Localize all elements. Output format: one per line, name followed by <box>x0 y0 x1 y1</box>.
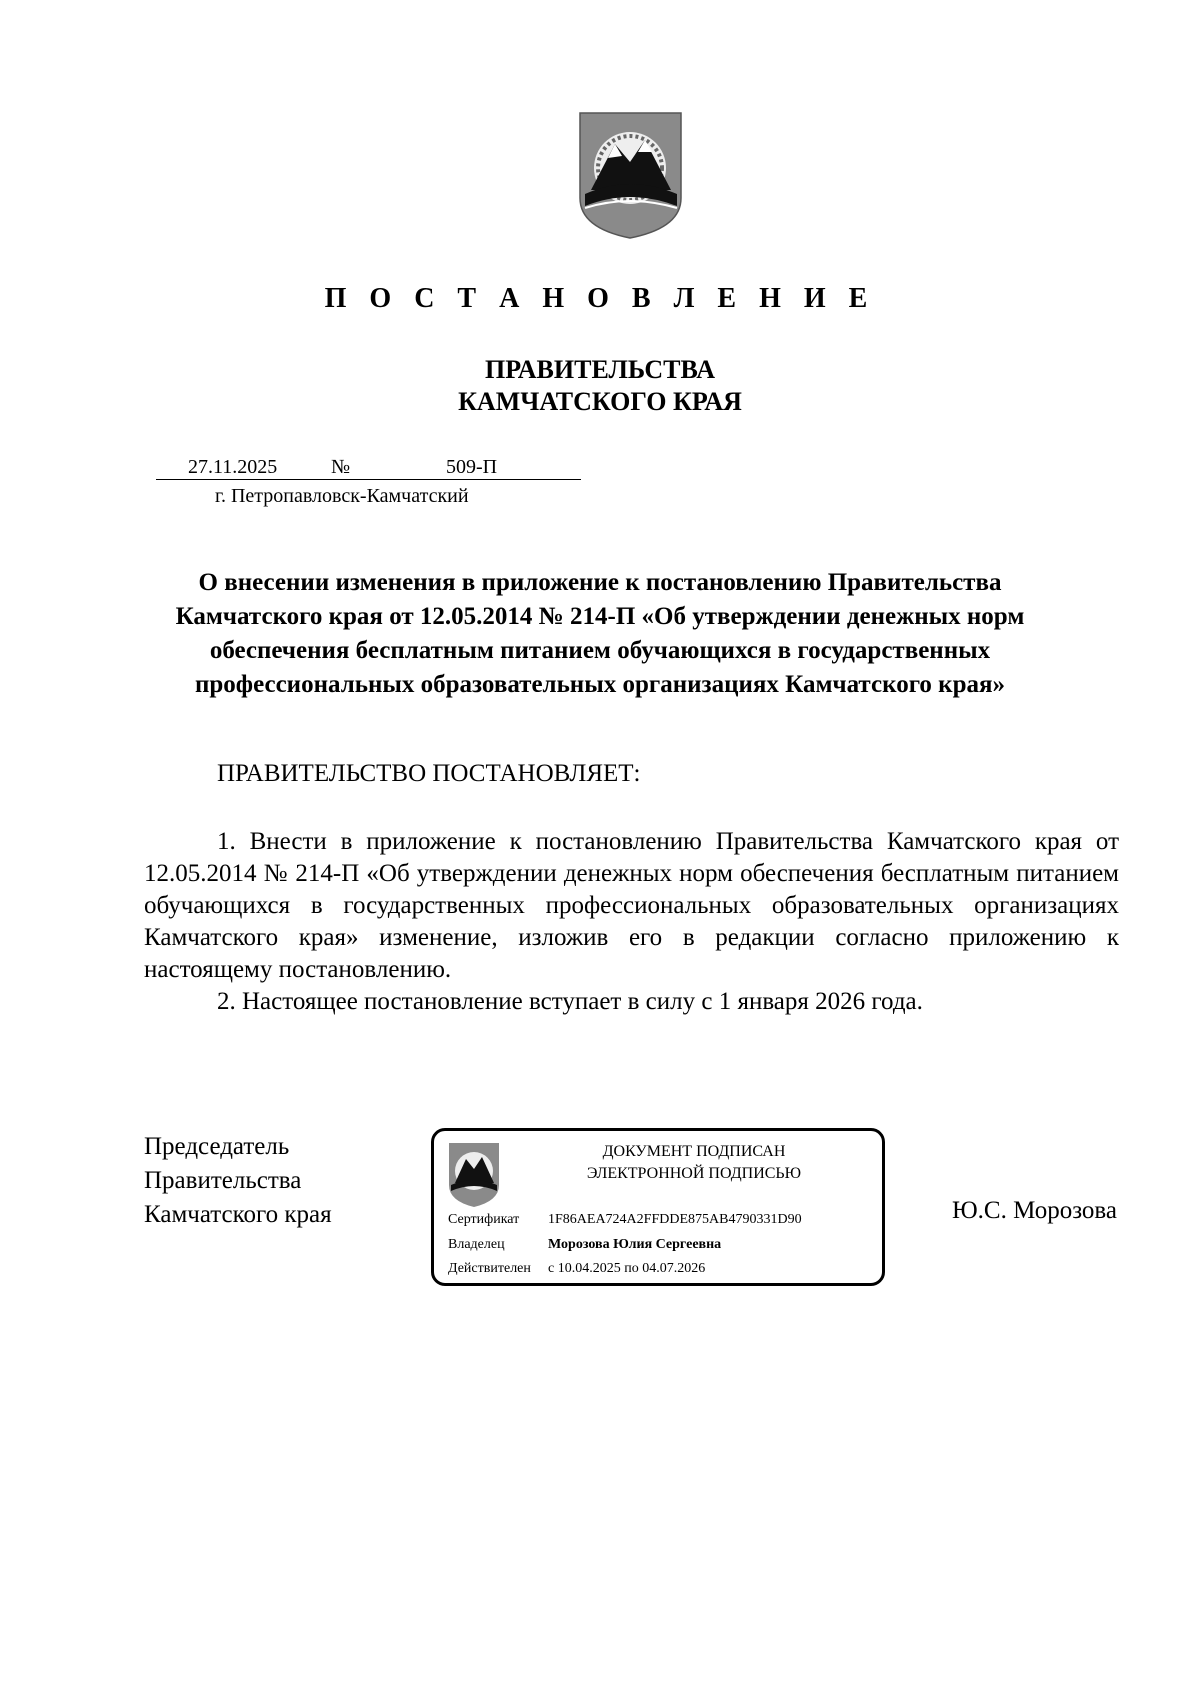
stamp-validity-row <box>448 1261 705 1277</box>
electronic-signature-stamp <box>431 1128 885 1286</box>
paragraph-2: 2. Настоящее постановление вступает в силу с 1 января 2026 года. <box>217 988 923 1015</box>
document-subject: О внесении изменения в приложение к постановлению Правительства Камчатского края от 12.05.2014 № 214-П «Об утверждении денежных норм обеспечения бесплатным питанием обучающихся в государственных профессиональных образовательных организациях Камчатского края» <box>175 569 1025 698</box>
certificate-value: 1F86AEA724A2FFDDE875AB4790331D90 <box>548 1212 802 1227</box>
stamp-certificate-row <box>448 1212 802 1228</box>
city-line: г. Петропавловск-Камчатский <box>215 485 469 507</box>
document-title: П О С Т А Н О В Л Е Н И Е <box>324 283 876 314</box>
date-number-row <box>156 456 581 482</box>
issuer-line-1: ПРАВИТЕЛЬСТВА <box>485 355 715 384</box>
stamp-owner-row <box>448 1237 721 1253</box>
document-number: 509-П <box>446 456 498 478</box>
coat-of-arms-emblem <box>577 110 684 240</box>
signer-title <box>144 1130 332 1232</box>
validity-label: Действителен <box>448 1261 531 1276</box>
date-underline <box>156 479 581 480</box>
owner-value: Морозова Юлия Сергеевна <box>548 1237 722 1252</box>
paragraph-1: 1. Внести в приложение к постановлению Правительства Камчатского края от 12.05.2014 № 214-П «Об утверждении денежных норм обеспечения бесплатным питанием обучающихся в государственных профессиональных образовательных организациях Камчатского края» изменение, изложив его в редакции согласно приложению к настоящему постановлению. <box>144 828 1119 983</box>
signer-line-2: Правительства <box>144 1167 302 1194</box>
stamp-title-1: ДОКУМЕНТ ПОДПИСАН <box>602 1143 786 1160</box>
issuer-line-2: КАМЧАТСКОГО КРАЯ <box>458 387 742 416</box>
signer-line-3: Камчатского края <box>144 1201 332 1228</box>
number-sign: № <box>331 456 351 478</box>
certificate-label: Сертификат <box>448 1212 520 1227</box>
body-text <box>144 826 1119 1018</box>
owner-label: Владелец <box>448 1237 505 1252</box>
decrees-line: ПРАВИТЕЛЬСТВО ПОСТАНОВЛЯЕТ: <box>217 760 641 787</box>
signer-name: Ю.С. Морозова <box>951 1197 1117 1224</box>
signer-line-1: Председатель <box>144 1133 290 1160</box>
stamp-emblem-icon <box>447 1141 501 1209</box>
stamp-title-2: ЭЛЕКТРОННОЙ ПОДПИСЬЮ <box>586 1165 802 1182</box>
validity-value: с 10.04.2025 по 04.07.2026 <box>548 1261 706 1276</box>
document-date: 27.11.2025 <box>188 456 278 478</box>
